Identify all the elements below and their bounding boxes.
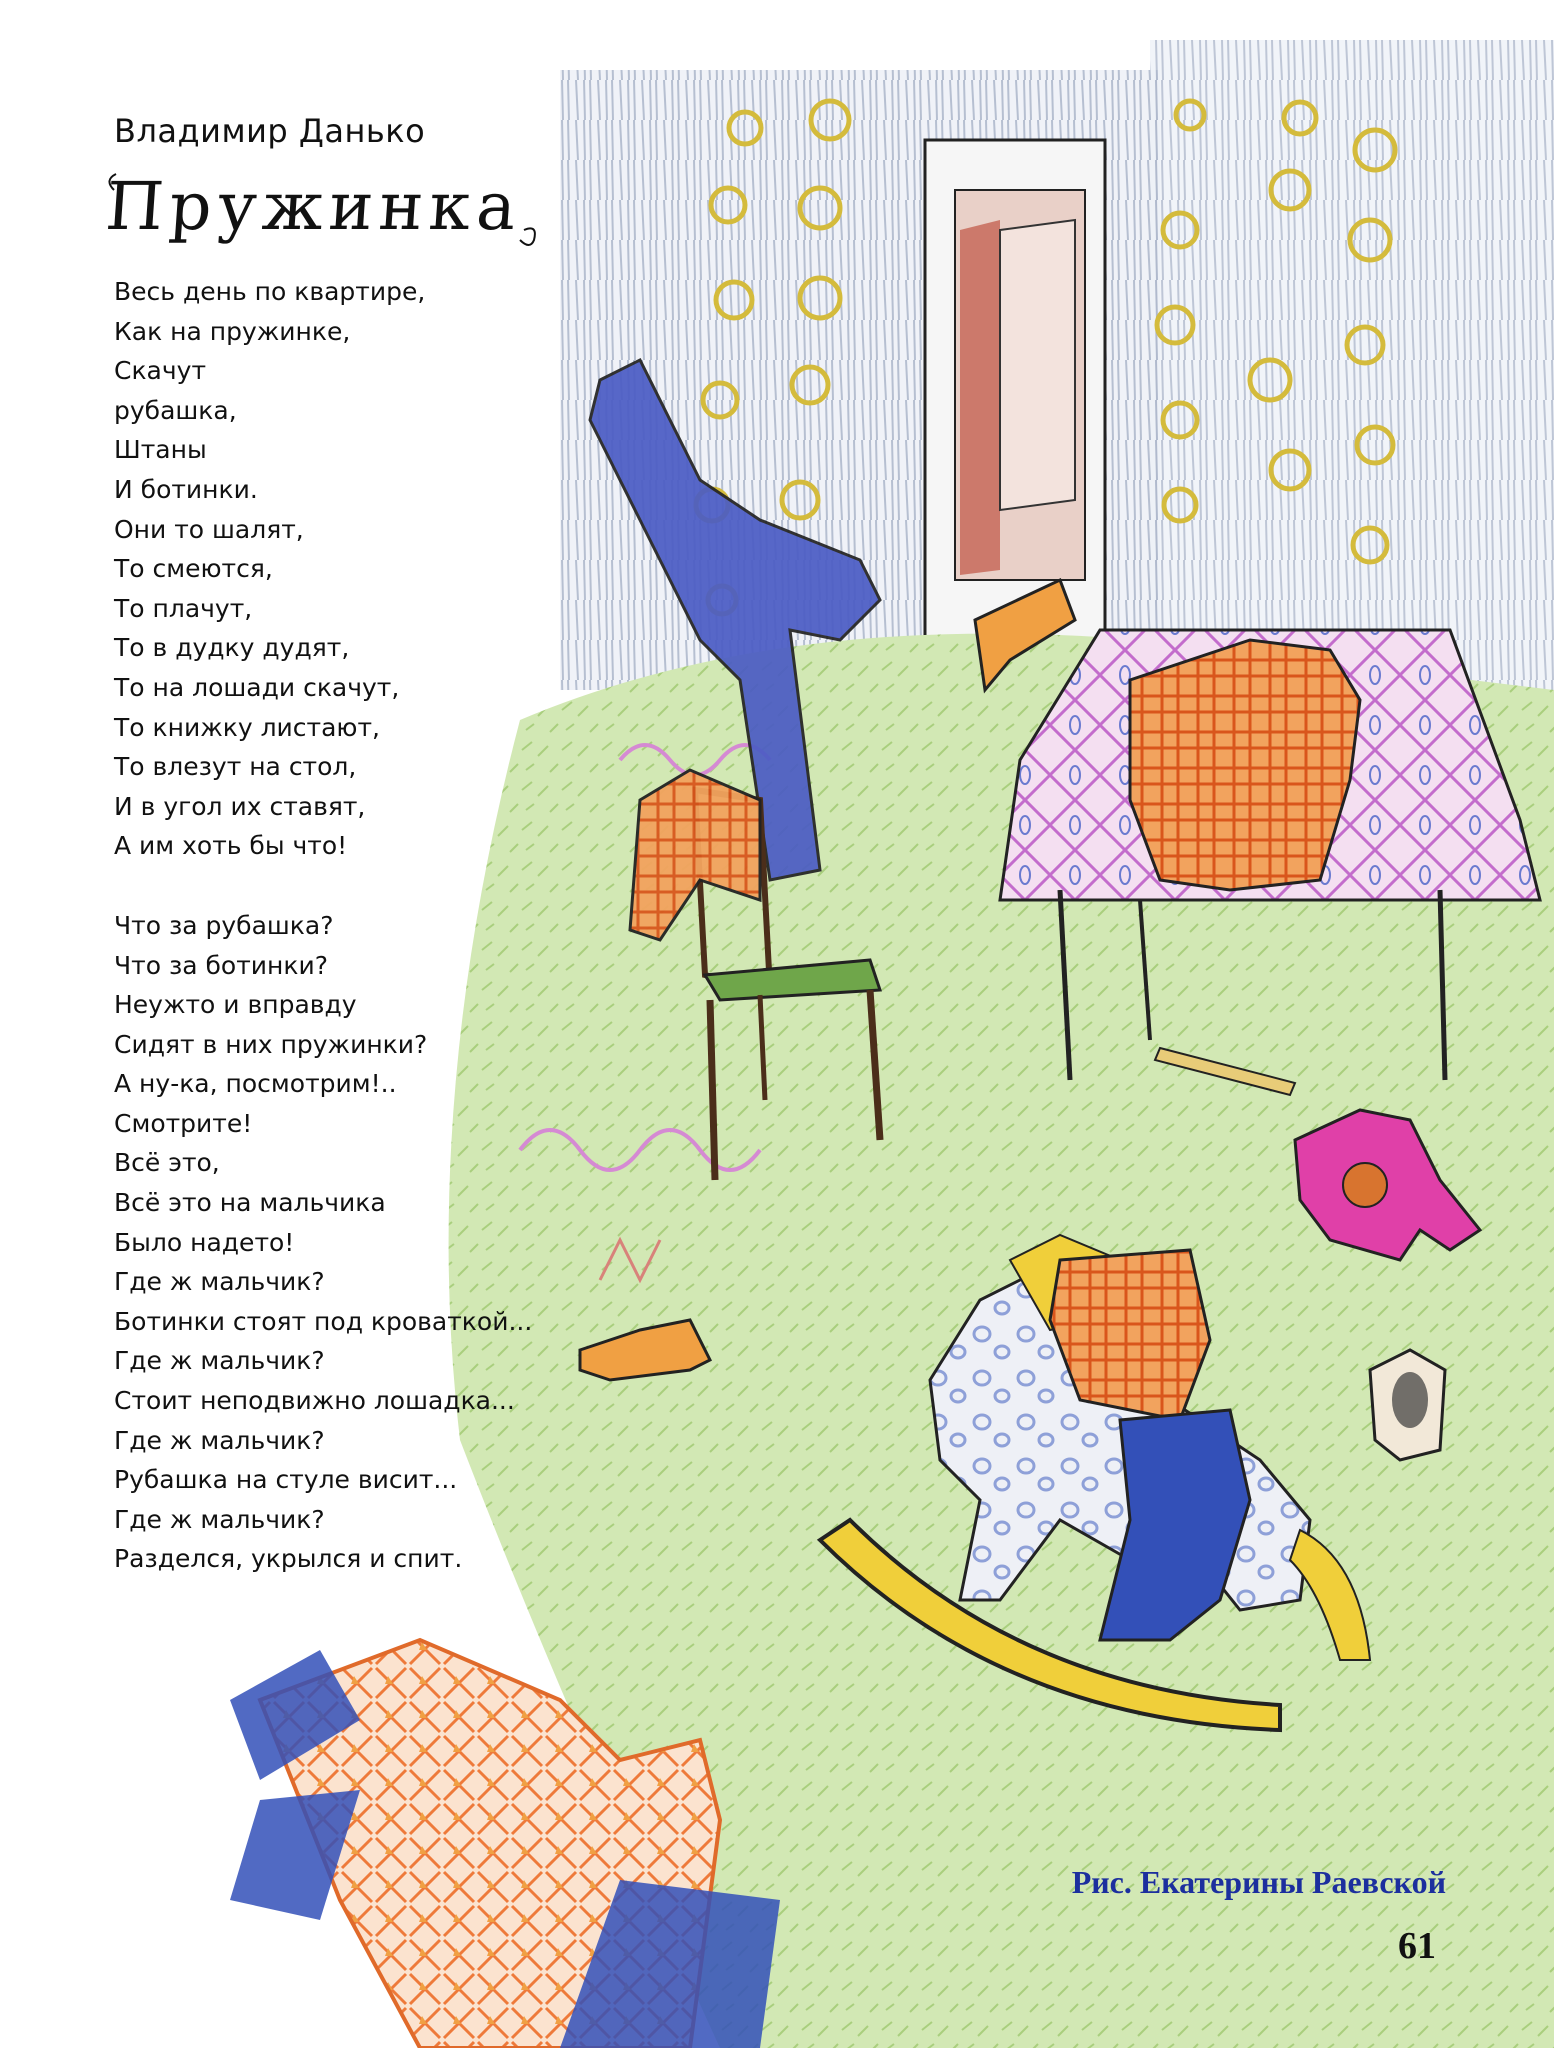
poem-line: Рубашка на стуле висит... <box>114 1465 458 1495</box>
poem-line: Всё это, <box>114 1148 220 1178</box>
page-number: 61 <box>1398 1925 1436 1967</box>
poem-line: А им хоть бы что! <box>114 831 348 861</box>
poem-line: Сидят в них пружинки? <box>114 1029 428 1059</box>
illustration-credit: Рис. Екатерины Раевской <box>1071 1864 1446 1900</box>
poem-line: Где ж мальчик? <box>114 1504 325 1534</box>
poem-line: То в дудку дудят, <box>114 633 350 663</box>
poem-line: И ботинки. <box>114 474 258 504</box>
poem-line: Неужто и вправду <box>114 990 357 1020</box>
poem-line: То плачут, <box>114 593 253 623</box>
poem-line: То книжку листают, <box>114 712 380 742</box>
poem-line: Где ж мальчик? <box>114 1425 325 1455</box>
poem-line: А ну-ка, посмотрим!.. <box>114 1069 397 1099</box>
stanza-2 <box>114 906 554 1579</box>
poem-line: Они то шалят, <box>114 514 304 544</box>
poem-line: Где ж мальчик? <box>114 1267 325 1297</box>
poem-line: Что за рубашка? <box>114 910 334 940</box>
poem-line: Смотрите! <box>114 1108 253 1138</box>
open-door <box>925 140 1105 640</box>
poem-line: Ботинки стоят под кроваткой... <box>114 1306 533 1336</box>
orange-shirt-on-table <box>1130 640 1360 890</box>
poem-line: Стоит неподвижно лошадка... <box>114 1386 515 1416</box>
poem-line: Что за ботинки? <box>114 950 328 980</box>
poem-line: То на лошади скачут, <box>114 672 400 702</box>
poem-line: Было надето! <box>114 1227 295 1257</box>
poem-line: рубашка, <box>114 395 237 425</box>
poem-line: Весь день по квартире, <box>114 277 426 306</box>
poem-line: Штаны <box>114 435 207 465</box>
poem-line: То смеются, <box>114 554 273 584</box>
poem-text <box>114 272 554 1619</box>
poem-line: Где ж мальчик? <box>114 1346 325 1376</box>
poem-line: То влезут на стол, <box>114 752 357 782</box>
poem-line: Скачут <box>114 356 207 386</box>
poem-line: Разделся, укрылся и спит. <box>114 1544 463 1574</box>
grey-shoe-floor <box>1370 1350 1445 1460</box>
poem-line: Как на пружинке, <box>114 316 351 346</box>
stanza-1 <box>114 272 554 866</box>
poem-title: Пружинка <box>103 168 525 245</box>
poem-line: Всё это на мальчика <box>114 1188 386 1218</box>
author-name: Владимир Данько <box>114 112 426 150</box>
poem-line: И в угол их ставят, <box>114 791 366 821</box>
wall-right <box>1150 40 1554 690</box>
